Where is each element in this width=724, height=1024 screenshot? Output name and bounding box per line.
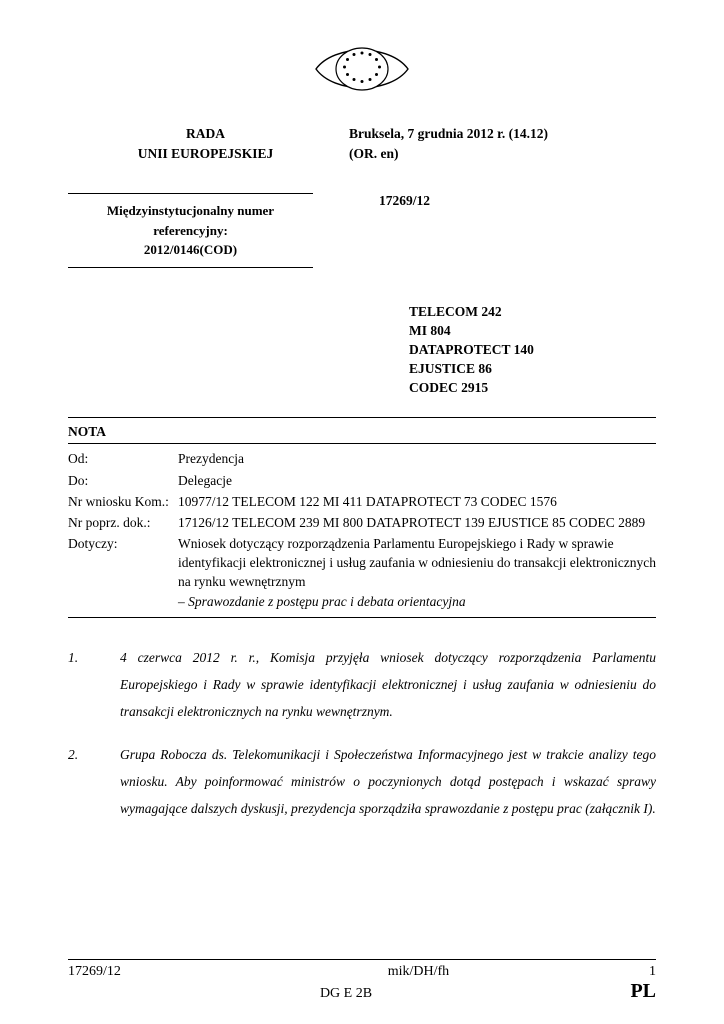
page-footer [68, 959, 656, 1002]
nota-value: 10977/12 TELECOM 122 MI 411 DATAPROTECT 73 CODEC 1576 [178, 493, 557, 509]
language-origin-line: (OR. en) [349, 145, 399, 161]
nota-title: NOTA [68, 424, 107, 440]
nota-subject-value-group [178, 534, 656, 611]
reference-row [68, 193, 656, 268]
eu-emblem-icon [314, 40, 410, 98]
nota-label: Nr wniosku Kom.: [68, 493, 169, 509]
nota-row [68, 470, 656, 491]
nota-subject-label: Dotyczy: [68, 536, 118, 552]
nota-subject-subtitle: – Sprawozdanie z postępu prac i debata orientacyjna [178, 593, 466, 609]
footer-language: PL [630, 980, 656, 1002]
subject-code: MI 804 [409, 322, 451, 338]
issuer-line-2: UNII EUROPEJSKIEJ [137, 145, 274, 161]
subject-codes-list [68, 302, 656, 398]
nota-block [68, 417, 656, 617]
nota-subject-row [68, 533, 656, 612]
body-paragraphs [68, 644, 656, 822]
nota-value: Delegacje [178, 472, 232, 488]
nota-row [68, 491, 656, 512]
footer-line-2 [68, 981, 656, 1002]
subject-code: TELECOM 242 [409, 303, 502, 319]
nota-label: Nr poprz. dok.: [68, 514, 151, 530]
nota-value: Prezydencja [178, 451, 244, 467]
paragraph-number: 2. [68, 746, 79, 762]
footer-dg: DG E 2B [319, 986, 373, 1001]
subject-code: EJUSTICE 86 [409, 361, 492, 377]
reference-line-2: referencyjny: [153, 222, 228, 238]
date-block [343, 124, 656, 163]
emblem-container [68, 0, 656, 98]
subject-code: CODEC 2915 [409, 380, 489, 396]
nota-value: 17126/12 TELECOM 239 MI 800 DATAPROTECT 139 EJUSTICE 85 CODEC 2889 [178, 514, 646, 530]
paragraph [68, 644, 656, 725]
interinstitutional-reference-box [68, 193, 313, 268]
nota-label: Od: [68, 451, 89, 467]
paragraph-text: 4 czerwca 2012 r. r., Komisja przyjęła wniosek dotyczący rozporządzenia Parlamentu Europejskiego i Rady w sprawie identyfikacji elektronicznej i usług zaufania w odniesieniu do transakcji elektronicznych na rynku wewnętrznym. [120, 649, 656, 719]
footer-document-number: 17269/12 [68, 964, 121, 979]
nota-subject-value: Wniosek dotyczący rozporządzenia Parlamentu Europejskiego i Rady w sprawie identyfikacji elektronicznej i usług zaufania w odniesieniu do transakcji elektronicznych na rynku wewnętrznym [178, 536, 656, 590]
paragraph-text: Grupa Robocza ds. Telekomunikacji i Społeczeństwa Informacyjnego jest w trakcie analizy tego wniosku. Aby poinformować ministrów o poczynionych dotąd postępach i wskazać sprawy wymagające dalszych dyskusji, prezydencja sporządziła sprawozdanie z postępu prac (załącznik I). [120, 746, 656, 816]
issuer-line-1: RADA [186, 126, 225, 141]
nota-label: Do: [68, 472, 89, 488]
document-header [68, 124, 656, 163]
subject-code: DATAPROTECT 140 [409, 341, 534, 357]
paragraph-number: 1. [68, 649, 79, 665]
nota-divider [68, 443, 656, 444]
nota-row [68, 512, 656, 533]
reference-line-3: 2012/0146(COD) [143, 242, 238, 258]
footer-line-1 [68, 964, 656, 980]
nota-row [68, 448, 656, 469]
date-line: Bruksela, 7 grudnia 2012 r. (14.12) [349, 126, 549, 141]
document-number: 17269/12 [379, 193, 431, 209]
footer-page-number: 1 [649, 964, 656, 979]
nota-bottom-divider [68, 617, 656, 618]
footer-divider [68, 959, 656, 960]
footer-initials: mik/DH/fh [387, 964, 450, 979]
paragraph [68, 741, 656, 822]
reference-line-1: Międzyinstytucjonalny numer [106, 203, 275, 219]
issuer-block [68, 124, 343, 163]
